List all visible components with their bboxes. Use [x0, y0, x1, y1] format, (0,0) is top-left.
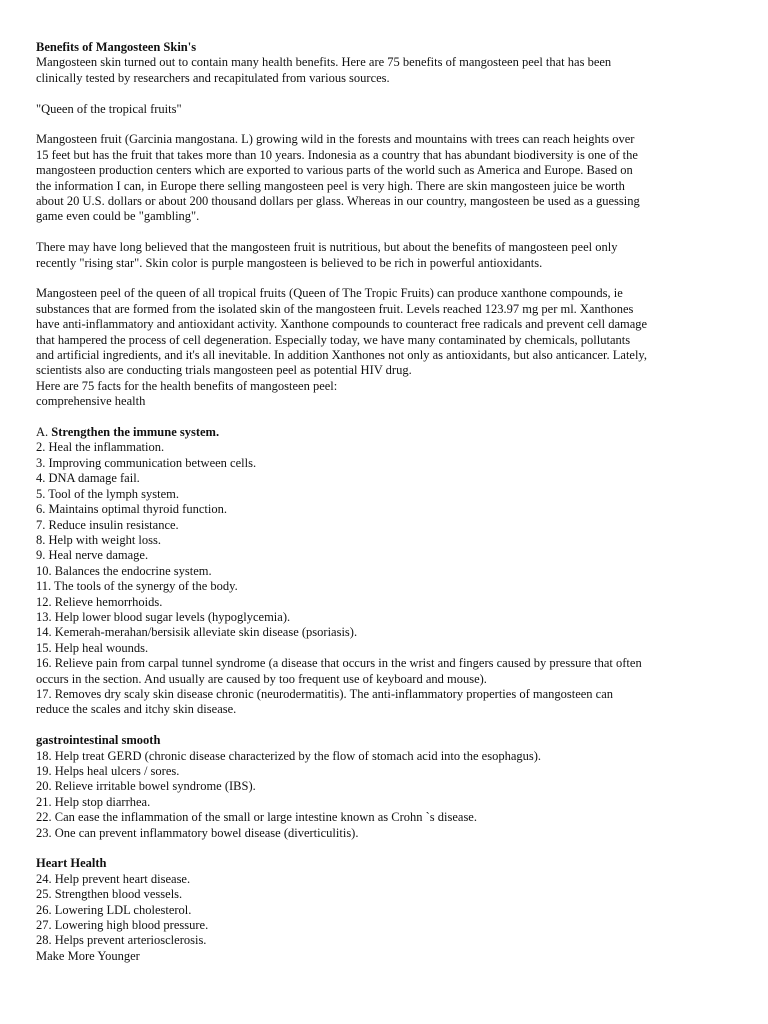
- quote-line: "Queen of the tropical fruits": [36, 101, 182, 116]
- list-item: 20. Relieve irritable bowel syndrome (IBS).: [36, 779, 256, 794]
- paragraph-line: the information I can, in Europe there selling mangosteen peel is very high. There are skin mangosteen juice be worth: [36, 178, 625, 193]
- paragraph-2: [36, 240, 736, 271]
- list-item: 22. Can ease the inflammation of the small or large intestine known as Crohn `s disease.: [36, 810, 477, 825]
- intro-paragraph: [36, 55, 736, 86]
- list-item: 19. Helps heal ulcers / sores.: [36, 764, 180, 778]
- spacer: [36, 841, 736, 856]
- list-item: 26. Lowering LDL cholesterol.: [36, 902, 192, 917]
- list-item: 25. Strengthen blood vessels.: [36, 887, 183, 902]
- list-item: 3. Improving communication between cells.: [36, 455, 257, 470]
- spacer: [36, 225, 736, 240]
- paragraph-line: recently "rising star". Skin color is purple mangosteen is believed to be rich in powerful antioxidants.: [36, 255, 543, 270]
- paragraph-line: scientists also are conducting trials mangosteen peel as potential HIV drug.: [36, 363, 412, 378]
- paragraph-line: There may have long believed that the mangosteen fruit is nutritious, but about the benefits of mangosteen peel only: [36, 240, 618, 255]
- section-b-list: [36, 749, 736, 841]
- closing-line: Make More Younger: [36, 948, 140, 963]
- list-item: 28. Helps prevent arteriosclerosis.: [36, 933, 207, 948]
- paragraph-line: mangosteen production centers which are exported to various parts of the world such as America and Europe. Based on: [36, 163, 633, 178]
- list-item: 23. One can prevent inflammatory bowel disease (diverticulitis).: [36, 825, 359, 840]
- paragraph-line: and artificial ingredients, and it's all inevitable. In addition Xanthones not only as antioxidants, but also anticancer. Lately,: [36, 348, 647, 363]
- section-a-heading: [36, 425, 736, 440]
- paragraph-3: [36, 286, 736, 409]
- paragraph-line: that hampered the process of cell degeneration. Especially today, we have many contaminated by chemicals, pollutants: [36, 332, 631, 347]
- section-c-heading: Heart Health: [36, 856, 107, 871]
- paragraph-line: Mangosteen peel of the queen of all tropical fruits (Queen of The Tropic Fruits) can produce xanthone compounds, ie: [36, 286, 623, 301]
- paragraph-line: 15 feet but has the fruit that takes more than 10 years. Indonesia as a country that has abundant biodiversity is one of the: [36, 147, 638, 162]
- list-item: 4. DNA damage fail.: [36, 471, 140, 486]
- document-page: [36, 40, 736, 964]
- list-item: 7. Reduce insulin resistance.: [36, 517, 179, 532]
- section-b-heading: gastrointestinal smooth: [36, 733, 161, 748]
- section-a-prefix: A.: [36, 425, 52, 440]
- list-item: 21. Help stop diarrhea.: [36, 794, 151, 809]
- spacer: [36, 117, 736, 132]
- list-item: 2. Heal the inflammation.: [36, 440, 165, 455]
- list-item: 17. Removes dry scaly skin disease chronic (neurodermatitis). The anti-inflammatory properties of mangosteen can: [36, 686, 614, 701]
- list-item: 5. Tool of the lymph system.: [36, 486, 179, 501]
- spacer: [36, 410, 736, 425]
- spacer: [36, 86, 736, 101]
- document-title: Benefits of Mangosteen Skin's: [36, 40, 197, 54]
- list-item: occurs in the section. And usually are caused by too frequent use of keyboard and mouse).: [36, 671, 487, 686]
- section-a-list: [36, 440, 736, 717]
- list-item: 12. Relieve hemorrhoids.: [36, 594, 163, 609]
- list-item: 16. Relieve pain from carpal tunnel syndrome (a disease that occurs in the wrist and fingers caused by pressure that often: [36, 656, 642, 671]
- paragraph-1: [36, 132, 736, 224]
- paragraph-line: comprehensive health: [36, 394, 146, 409]
- spacer: [36, 718, 736, 733]
- section-c-list: [36, 872, 736, 949]
- list-item: 18. Help treat GERD (chronic disease characterized by the flow of stomach acid into the esophagus).: [36, 748, 542, 763]
- list-item: 15. Help heal wounds.: [36, 640, 149, 655]
- list-item: 8. Help with weight loss.: [36, 532, 161, 547]
- paragraph-line: substances that are formed from the isolated skin of the mangosteen fruit. Levels reached 123.97 mg per ml. Xanthones: [36, 301, 634, 316]
- paragraph-line: Mangosteen fruit (Garcinia mangostana. L) growing wild in the forests and mountains with trees can reach heights over: [36, 132, 635, 147]
- paragraph-line: Here are 75 facts for the health benefits of mangosteen peel:: [36, 378, 338, 393]
- paragraph-line: about 20 U.S. dollars or about 200 thousand dollars per glass. Whereas in our country, mangosteen be used as a guessing: [36, 194, 640, 209]
- list-item: reduce the scales and itchy skin disease.: [36, 702, 237, 717]
- paragraph-line: game even could be "gambling".: [36, 209, 200, 224]
- list-item: 24. Help prevent heart disease.: [36, 871, 191, 886]
- spacer: [36, 271, 736, 286]
- paragraph-line: have anti-inflammatory and antioxidant activity. Xanthone compounds to counteract free radicals and prevent cell damage: [36, 317, 648, 332]
- list-item: 6. Maintains optimal thyroid function.: [36, 502, 227, 517]
- intro-line: Mangosteen skin turned out to contain many health benefits. Here are 75 benefits of mangosteen peel that has been: [36, 55, 612, 70]
- intro-line: clinically tested by researchers and recapitulated from various sources.: [36, 70, 390, 85]
- list-item: 10. Balances the endocrine system.: [36, 563, 212, 578]
- section-a-title: Strengthen the immune system.: [51, 425, 220, 440]
- list-item: 14. Kemerah-merahan/bersisik alleviate skin disease (psoriasis).: [36, 625, 358, 640]
- list-item: 13. Help lower blood sugar levels (hypoglycemia).: [36, 609, 291, 624]
- list-item: 27. Lowering high blood pressure.: [36, 918, 209, 933]
- list-item: 11. The tools of the synergy of the body.: [36, 579, 238, 594]
- list-item: 9. Heal nerve damage.: [36, 548, 149, 563]
